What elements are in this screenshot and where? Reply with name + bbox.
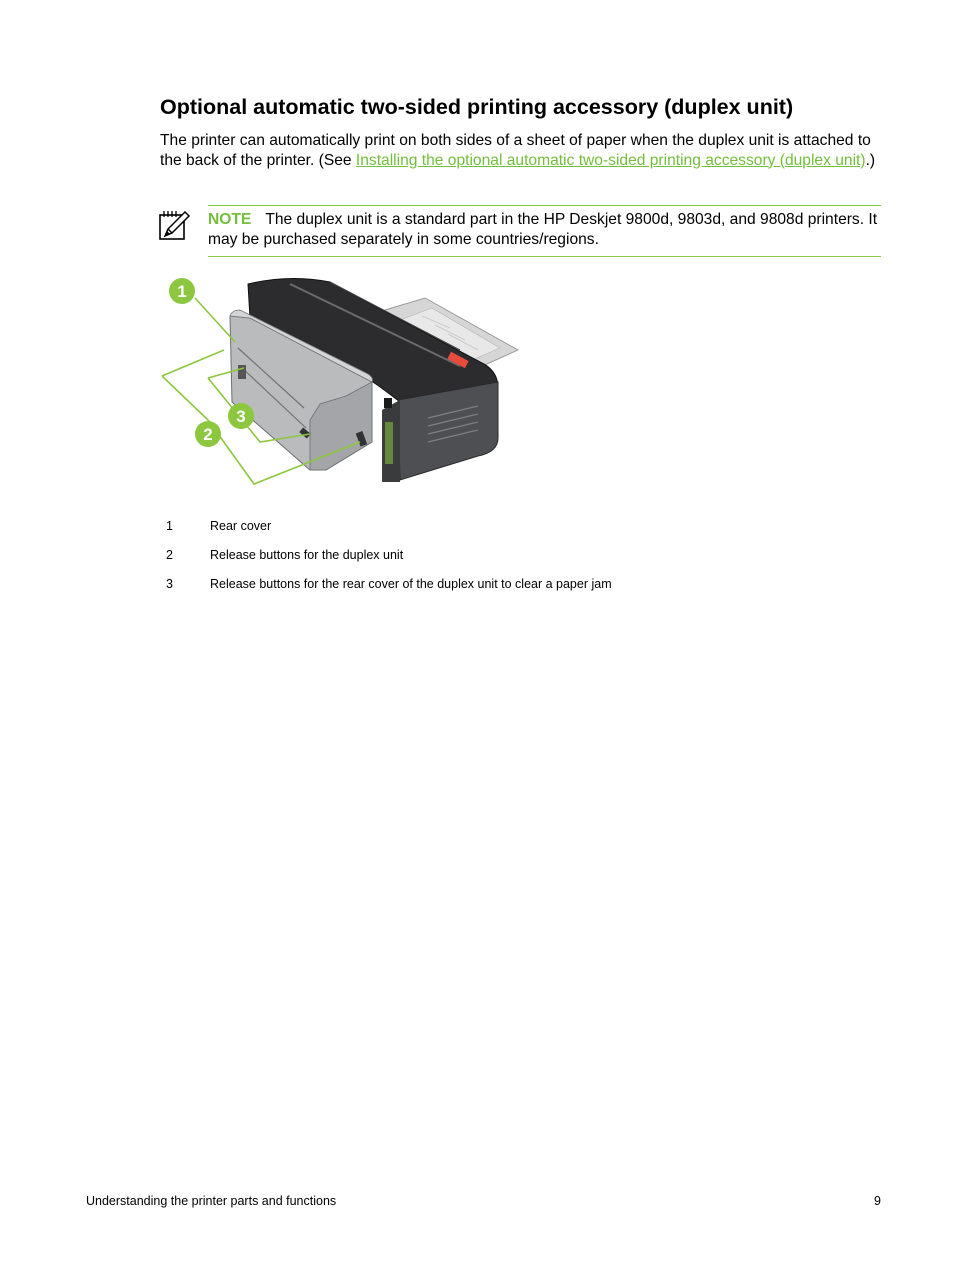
intro-text-end: .)	[865, 151, 876, 169]
legend-label: Rear cover	[210, 519, 272, 533]
legend-row	[166, 576, 866, 605]
footer-chapter-title: Understanding the printer parts and functions	[86, 1194, 337, 1208]
svg-text:3: 3	[236, 407, 246, 426]
note-pencil-icon	[158, 208, 192, 242]
section-heading: Optional automatic two-sided printing accessory (duplex unit)	[160, 95, 794, 119]
svg-text:1: 1	[177, 282, 187, 301]
callout-1	[169, 278, 195, 304]
legend-row	[166, 547, 866, 576]
legend-number: 2	[166, 548, 173, 562]
callout-3	[228, 403, 254, 429]
intro-paragraph	[160, 131, 882, 170]
note-text	[208, 210, 881, 249]
legend-row	[166, 518, 866, 547]
installing-duplex-link[interactable]: Installing the optional automatic two-sided printing accessory (duplex unit)	[355, 151, 866, 169]
intro-text-start: The printer can automatically print on both sides of a sheet of paper when the duplex unit is attached to the back of the printer. (See	[160, 132, 871, 169]
legend-label: Release buttons for the duplex unit	[210, 548, 404, 562]
figure-legend	[166, 518, 866, 605]
svg-text:2: 2	[203, 425, 213, 444]
printer-duplex-illustration	[160, 270, 530, 492]
legend-number: 1	[166, 519, 173, 533]
footer-page-number: 9	[874, 1194, 881, 1208]
legend-label: Release buttons for the rear cover of the duplex unit to clear a paper jam	[210, 577, 612, 591]
note-label: NOTE	[208, 211, 252, 228]
note-body: The duplex unit is a standard part in the HP Deskjet 9800d, 9803d, and 9808d printers. It may be purchased separately in some countries/regions.	[208, 211, 878, 248]
legend-number: 3	[166, 577, 173, 591]
callout-2	[195, 421, 221, 447]
